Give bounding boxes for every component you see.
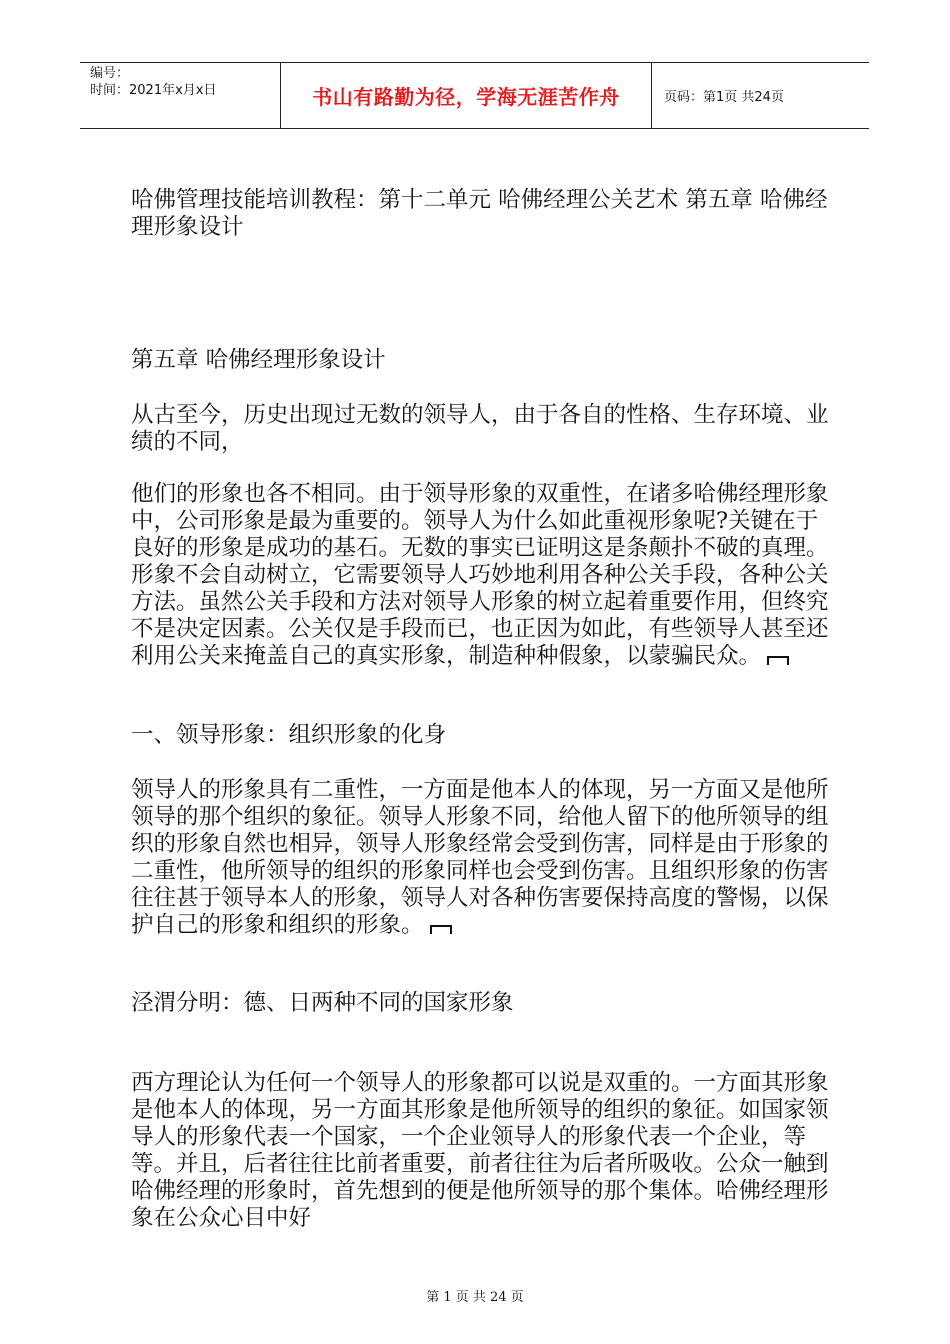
paragraph-3-text: 领导人的形象具有二重性，一方面是他本人的体现，另一方面又是他所领导的那个组织的象征。领导人形象不同，给他人留下的他所领导的组织的形象自然也相异，领导人形象经常会受到伤害，同样是由于形象的二重性，他所领导的组织的形象同样也会受到伤害。且组织形象的伤害往往甚于领导本人的形象，领导人对各种伤害要保持高度的警惕，以保护自己的形象和组织的形象。 [131,777,829,938]
header-motto: 书山有路勤为径，学海无涯苦作舟 [280,63,652,128]
paragraph-3-block [131,777,831,939]
section-1-heading-block [131,722,831,749]
page-footer: 第 1 页 共 24 页 [426,1290,524,1305]
section-2-heading: 泾渭分明：德、日两种不同的国家形象 [131,990,514,1016]
header-info-cell [80,63,280,128]
date-line: 时间：2021年x月x日 [90,83,217,98]
document-title: 哈佛管理技能培训教程：第十二单元 哈佛经理公关艺术 第五章 哈佛经理形象设计 [131,187,828,240]
serial-number-label: 编号： [90,66,130,81]
chapter-heading: 第五章 哈佛经理形象设计 [131,347,386,373]
paragraph-2-block [131,481,831,670]
section-1-heading: 一、领导形象：组织形象的化身 [131,722,447,748]
paragraph-1: 从古至今，历史出现过无数的领导人，由于各自的性格、生存环境、业绩的不同， [131,402,829,455]
section-2-heading-block [131,990,831,1017]
page-header [80,62,869,129]
header-page-info: 页码：第1页 共24页 [664,90,784,105]
paragraph-2-text: 他们的形象也各不相同。由于领导形象的双重性，在诸多哈佛经理形象中，公司形象是最为重要的。领导人为什么如此重视形象呢?关键在于良好的形象是成功的基石。无数的事实已证明这是条颠扑不破的真理。形象不会自动树立，它需要领导人巧妙地利用各种公关手段，各种公关方法。虽然公关手段和方法对领导人形象的树立起着重要作用，但终究不是决定因素。公关仅是手段而已，也正因为如此，有些领导人甚至还利用公关来掩盖自己的真实形象，制造种种假象，以蒙骗民众。 [131,481,829,669]
document-title-block [131,187,831,241]
paragraph-2 [131,481,831,670]
chapter-heading-block [131,347,831,374]
paragraph-1-block [131,402,831,456]
paragraph-4: 西方理论认为任何一个领导人的形象都可以说是双重的。一方面其形象是他本人的体现，另一方面其形象是他所领导的组织的象征。如国家领导人的形象代表一个国家，一个企业领导人的形象代表一个企业，等等。并且，后者往往比前者重要，前者往往为后者所吸收。公众一触到哈佛经理的形象时，首先想到的便是他所领导的那个集体。哈佛经理形象在公众心目中好 [131,1070,829,1231]
paragraph-end-mark [767,656,789,665]
paragraph-4-block [131,1070,831,1232]
paragraph-end-mark [430,925,452,934]
paragraph-3 [131,777,831,939]
